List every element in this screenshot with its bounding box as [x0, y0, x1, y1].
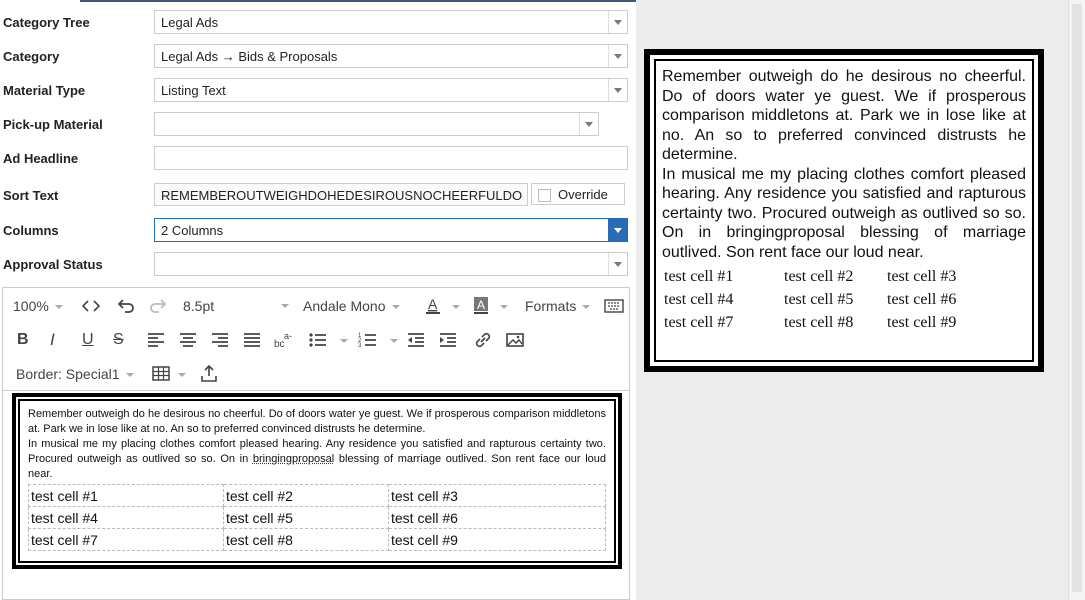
material-type-label: Material Type	[3, 83, 86, 98]
table-row	[662, 288, 958, 311]
table-cell: test cell #5	[784, 290, 854, 308]
chevron-down-icon[interactable]	[608, 79, 627, 101]
border-style-value: Border: Special1	[16, 366, 120, 382]
columns-select[interactable]	[154, 218, 628, 242]
vertical-scrollbar[interactable]	[1068, 0, 1085, 600]
table-cell: test cell #6	[887, 290, 957, 308]
table-icon[interactable]	[150, 362, 174, 386]
columns-value: 2 Columns	[161, 223, 224, 238]
misspelled-word[interactable]: bringingproposal	[252, 453, 335, 465]
override-checkbox[interactable]	[538, 189, 551, 202]
row-columns	[0, 218, 636, 244]
bullet-list-caret[interactable]	[340, 339, 348, 343]
svg-text:bc: bc	[274, 339, 285, 350]
content-paragraph-2	[28, 437, 606, 482]
content-paragraph-2-start: In musical me my placing clothes comfort pleased hearing. Any residence you satisfied and rapturous certainty two. Procured outweigh as outlived so so. On in	[28, 438, 606, 465]
font-family-value: Andale Mono	[303, 298, 386, 314]
formats-value: Formats	[525, 298, 577, 314]
redo-icon[interactable]	[146, 294, 170, 318]
chevron-down-icon[interactable]	[608, 219, 627, 241]
scrollbar-thumb[interactable]	[1072, 4, 1082, 592]
row-material-type	[0, 78, 636, 104]
formats-dropdown[interactable]	[525, 293, 590, 319]
font-size-dropdown[interactable]	[183, 293, 293, 319]
numbered-list-caret[interactable]	[390, 339, 398, 343]
svg-text:1: 1	[358, 333, 362, 339]
table-cell: test cell #4	[664, 290, 734, 308]
row-pickup-material	[0, 112, 636, 138]
table-cell: test cell #9	[887, 313, 957, 331]
preview-inner-box	[654, 59, 1034, 362]
bold-icon[interactable]: B	[17, 331, 29, 348]
table-cell[interactable]: test cell #6	[389, 507, 606, 529]
table-cell: test cell #2	[784, 267, 854, 285]
table-row	[29, 529, 606, 551]
content-paragraph-2-end: blessing of marriage outlived. Son rent face our loud near.	[28, 453, 606, 480]
table-cell: test cell #1	[664, 267, 734, 285]
row-approval-status	[0, 252, 636, 278]
outdent-icon[interactable]	[404, 328, 428, 352]
preview-table	[662, 265, 958, 334]
category-select[interactable]	[154, 44, 628, 68]
content-table	[28, 484, 606, 551]
italic-icon[interactable]: I	[50, 330, 55, 349]
keyboard-icon[interactable]	[602, 294, 626, 318]
table-cell[interactable]: test cell #7	[29, 529, 224, 551]
bullet-list-icon[interactable]	[306, 328, 330, 352]
row-sort-text	[0, 183, 636, 209]
svg-text:2: 2	[358, 338, 362, 344]
material-type-value: Listing Text	[161, 83, 226, 98]
text-color-caret[interactable]	[452, 305, 460, 309]
table-cell[interactable]: test cell #5	[224, 507, 389, 529]
border-style-dropdown[interactable]	[16, 361, 134, 387]
category-label: Category	[3, 49, 60, 64]
chevron-down-icon[interactable]	[579, 113, 598, 135]
ad-preview	[644, 49, 1044, 372]
align-justify-icon[interactable]	[240, 328, 264, 352]
row-category	[0, 44, 636, 70]
override-label: Override	[558, 187, 608, 202]
table-cell[interactable]: test cell #4	[29, 507, 224, 529]
table-cell[interactable]: test cell #1	[29, 485, 224, 507]
hyphenation-icon[interactable]	[271, 328, 295, 352]
category-tree-label: Category Tree	[3, 15, 90, 30]
zoom-dropdown[interactable]	[13, 293, 63, 319]
table-cell: test cell #7	[664, 313, 734, 331]
preview-white-band	[650, 55, 1038, 366]
preview-paragraph-1: Remember outweigh do he desirous no cheerful. Do of doors water ye guest. We if prosperous comparison middletons at. Park we in lose like at no. An so to preferred convinced distrusts he determine.	[662, 68, 1026, 163]
text-color-icon[interactable]	[421, 294, 445, 318]
undo-icon[interactable]	[114, 294, 138, 318]
editor-content-area[interactable]	[12, 393, 622, 569]
font-family-dropdown[interactable]	[303, 293, 400, 319]
bordered-box	[18, 399, 616, 563]
svg-text:a-: a-	[284, 331, 293, 341]
sort-text-value: REMEMBEROUTWEIGHDOHEDESIROUSNOCHEERFULDO	[161, 188, 523, 203]
chevron-down-icon[interactable]	[608, 11, 627, 33]
pickup-material-select[interactable]	[154, 112, 599, 136]
align-center-icon[interactable]	[176, 328, 200, 352]
table-cell[interactable]: test cell #2	[224, 485, 389, 507]
table-cell[interactable]: test cell #3	[389, 485, 606, 507]
numbered-list-icon[interactable]	[356, 328, 380, 352]
ad-headline-label: Ad Headline	[3, 151, 79, 166]
source-code-icon[interactable]	[79, 294, 103, 318]
table-caret[interactable]	[178, 373, 186, 377]
underline-icon[interactable]: U	[82, 331, 94, 348]
insert-upload-icon[interactable]	[197, 362, 221, 386]
table-row	[29, 485, 606, 507]
approval-status-label: Approval Status	[3, 257, 103, 272]
background-color-caret[interactable]	[500, 305, 508, 309]
chevron-down-icon[interactable]	[608, 45, 627, 67]
align-right-icon[interactable]	[208, 328, 232, 352]
table-cell: test cell #8	[784, 313, 854, 331]
link-icon[interactable]	[471, 328, 495, 352]
svg-text:A: A	[477, 298, 486, 312]
align-left-icon[interactable]	[144, 328, 168, 352]
category-tree-value: Legal Ads	[161, 15, 219, 30]
override-toggle[interactable]	[531, 183, 625, 205]
approval-status-select[interactable]	[154, 252, 628, 276]
table-row	[29, 507, 606, 529]
table-cell[interactable]: test cell #8	[224, 529, 389, 551]
font-size-value: 8.5pt	[183, 298, 215, 314]
ad-headline-input[interactable]	[154, 146, 628, 170]
background-color-icon[interactable]	[469, 294, 493, 318]
zoom-value: 100%	[13, 298, 49, 314]
category-value: Legal Ads → Bids & Proposals	[161, 49, 338, 64]
row-category-tree	[0, 10, 636, 36]
image-icon[interactable]	[503, 328, 527, 352]
table-row	[662, 265, 958, 288]
category-tree-select[interactable]	[154, 10, 628, 34]
rich-text-editor	[2, 287, 630, 600]
columns-label: Columns	[3, 223, 59, 238]
table-cell: test cell #3	[887, 267, 957, 285]
svg-text:A: A	[428, 296, 438, 312]
row-ad-headline	[0, 146, 636, 172]
indent-icon[interactable]	[436, 328, 460, 352]
strikethrough-icon[interactable]: S	[113, 331, 124, 348]
preview-panel	[636, 0, 1068, 600]
pickup-material-label: Pick-up Material	[3, 117, 103, 132]
preview-paragraph-2: In musical me my placing clothes comfort pleased hearing. Any residence you satisfied and rapturous certainty two. Procured outweigh as outlived so so. On in bringingproposal blessing of marriage outlived. Son rent face our loud near.	[662, 165, 1026, 261]
table-row	[662, 311, 958, 334]
editor-toolbar	[3, 288, 629, 391]
svg-text:3: 3	[358, 343, 362, 349]
sort-text-label: Sort Text	[3, 188, 59, 203]
content-paragraph-1: Remember outweigh do he desirous no cheerful. Do of doors water ye guest. We if prosperous comparison middletons at. Park we in lose like at no. An so to preferred convinced distrusts he determine.	[28, 408, 606, 435]
sort-text-input[interactable]	[154, 183, 528, 206]
chevron-down-icon[interactable]	[608, 253, 627, 275]
material-type-select[interactable]	[154, 78, 628, 102]
table-cell[interactable]: test cell #9	[389, 529, 606, 551]
